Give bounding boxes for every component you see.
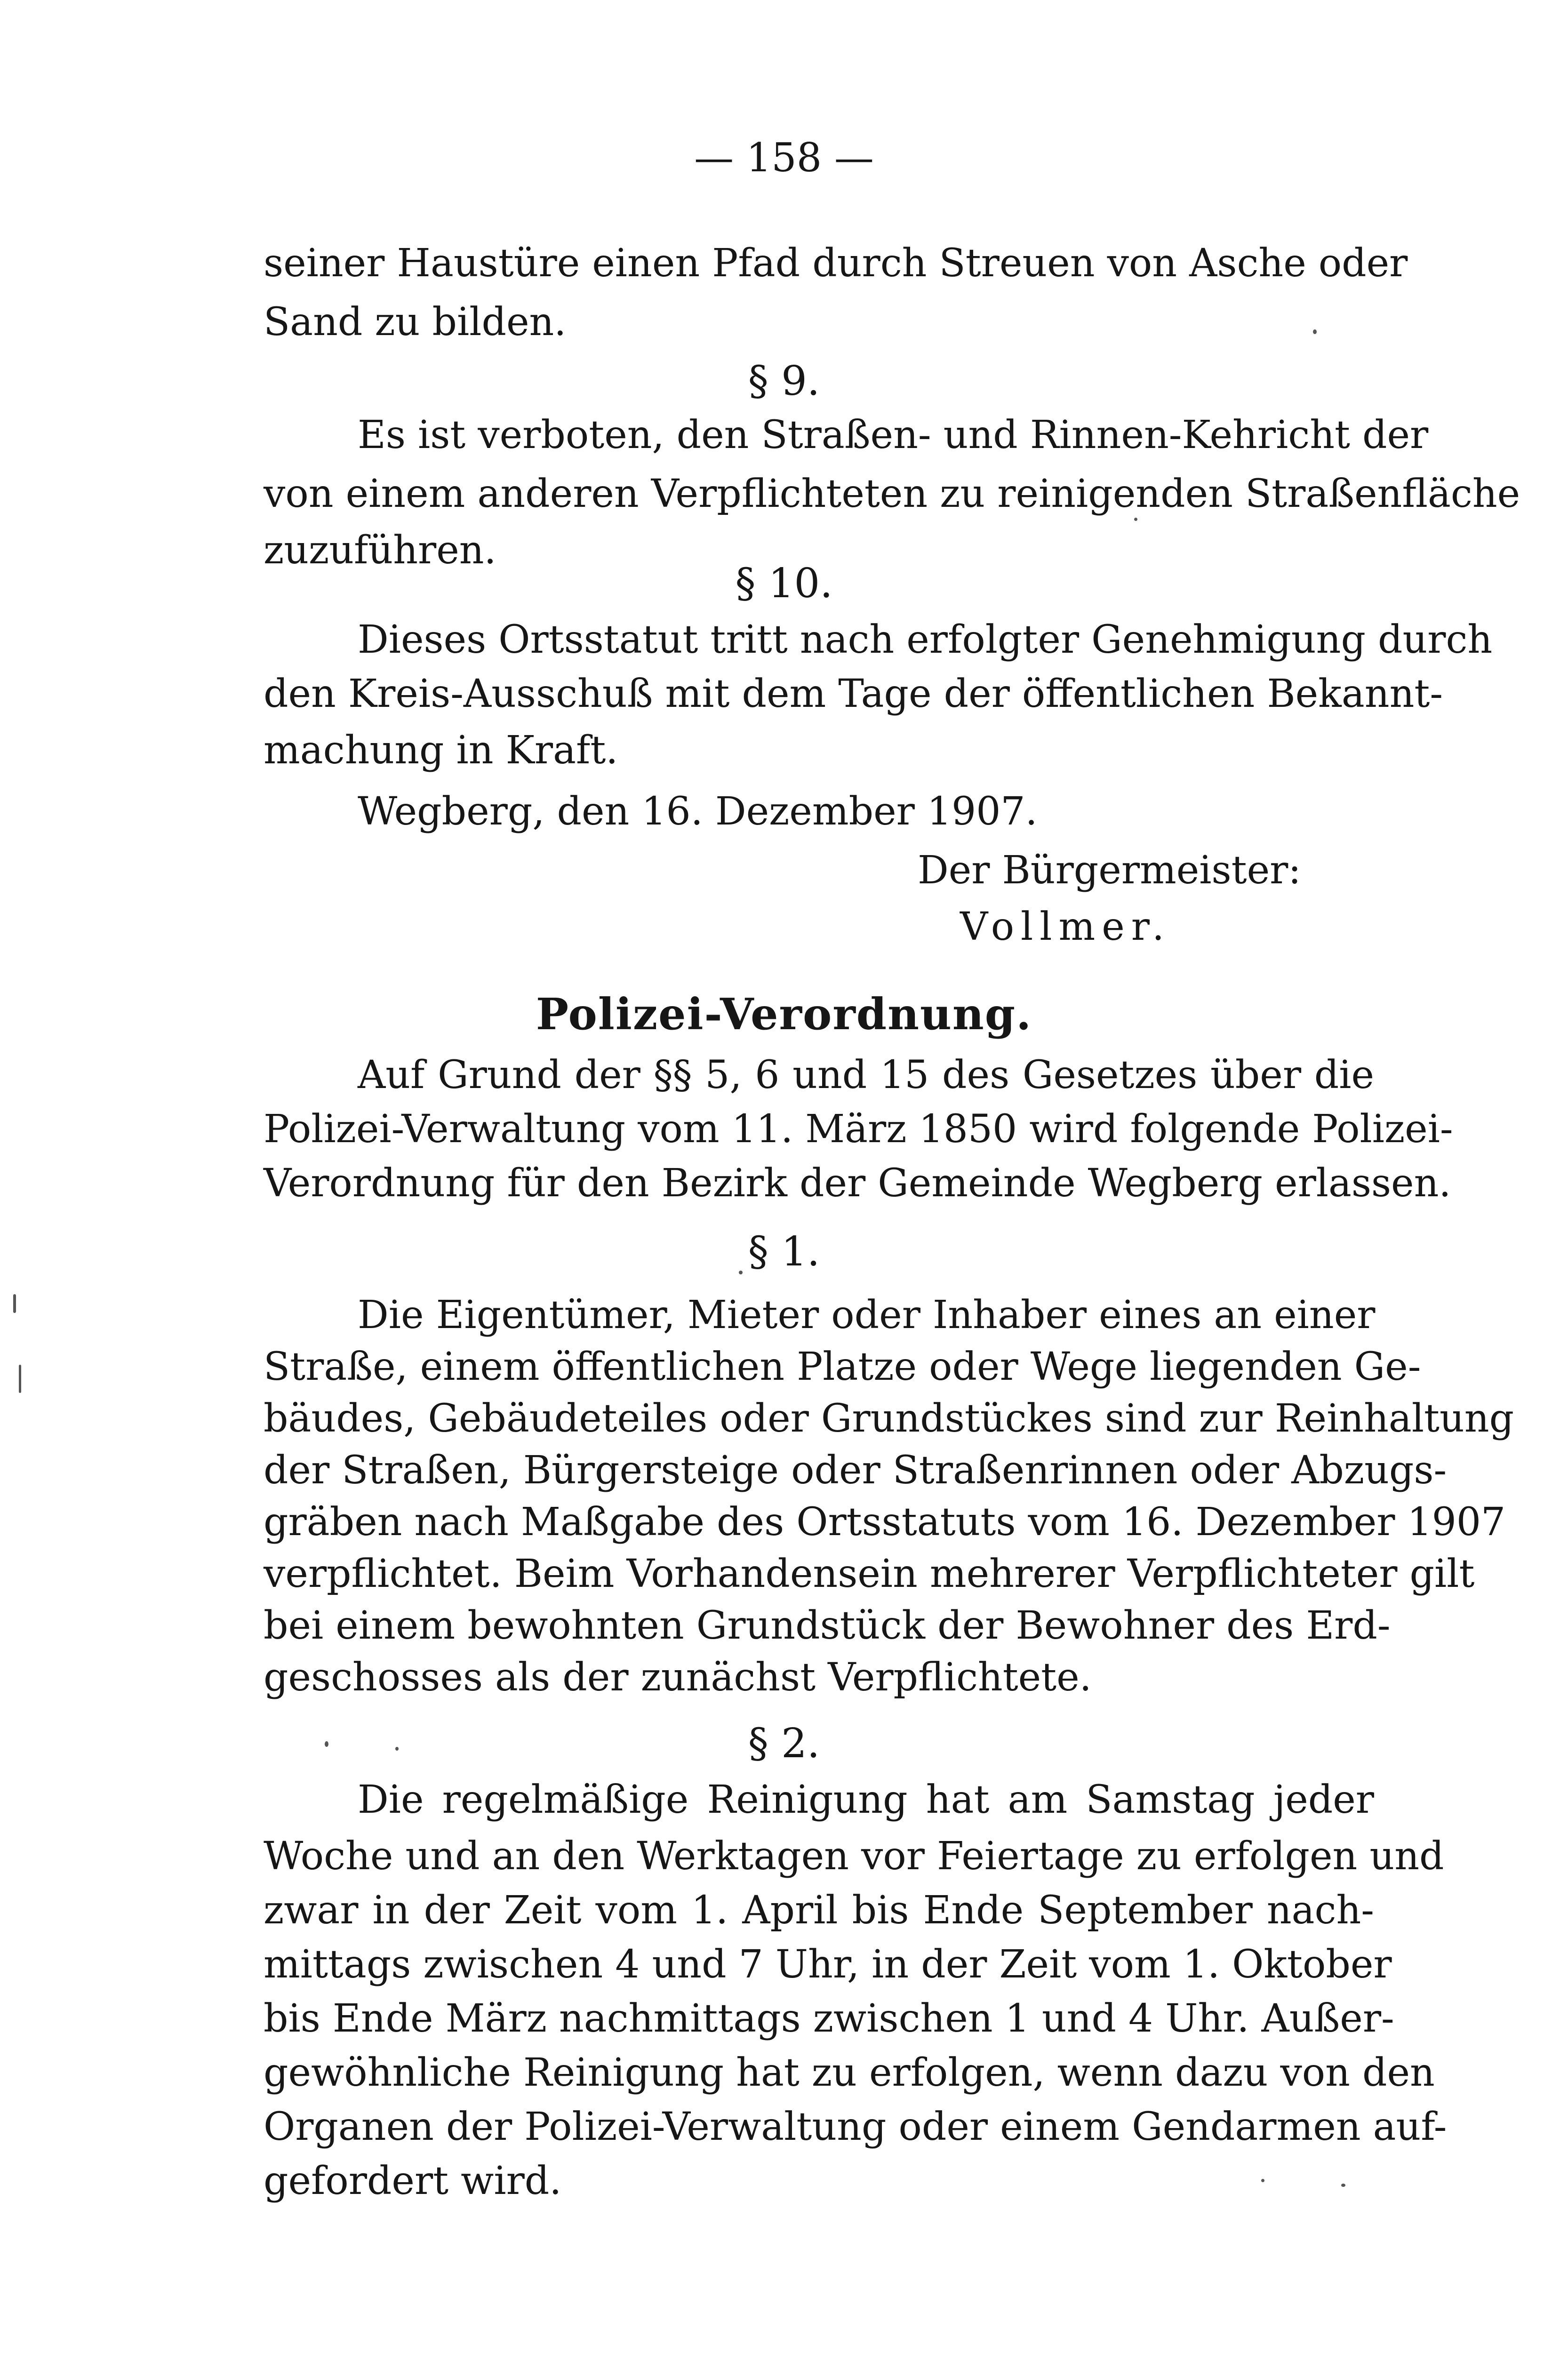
text-line: Es ist verboten, den Straßen- und Rinnen-Kehricht der <box>358 413 1429 457</box>
scan-speck <box>1313 329 1317 334</box>
text-line: Sand zu bilden. <box>264 300 567 344</box>
section-heading: § 2. <box>748 1720 820 1767</box>
text-line: zuzuführen. <box>264 528 496 573</box>
scan-speck <box>325 1741 328 1747</box>
text-line: bei einem bewohnten Grundstück der Bewohner des Erd- <box>264 1603 1391 1648</box>
section-heading: § 9. <box>748 358 820 405</box>
place-date: Wegberg, den 16. Dezember 1907. <box>358 789 1038 834</box>
text-line: Organen der Polizei-Verwaltung oder einem Gendarmen auf- <box>264 2105 1447 2149</box>
text-line: bäudes, Gebäudeteiles oder Grundstückes sind zur Reinhaltung <box>264 1396 1514 1441</box>
scan-speck <box>1261 2179 1264 2182</box>
text-line: geschosses als der zunächst Verpflichtete. <box>264 1655 1092 1700</box>
scan-speck <box>13 1294 16 1313</box>
text-line: von einem anderen Verpflichteten zu reinigenden Straßenfläche <box>264 472 1520 516</box>
text-line: machung in Kraft. <box>264 728 618 773</box>
text-line: zwar in der Zeit vom 1. April bis Ende September nach- <box>264 1888 1374 1933</box>
text-line: Verordnung für den Bezirk der Gemeinde Wegberg erlassen. <box>264 1161 1451 1206</box>
text-line: der Straßen, Bürgersteige oder Straßenrinnen oder Abzugs- <box>264 1448 1447 1493</box>
text-line: seiner Haustüre einen Pfad durch Streuen von Asche oder <box>264 241 1408 286</box>
scan-speck <box>19 1365 21 1393</box>
page-number: — 158 — <box>694 135 874 181</box>
text-line: Straße, einem öffentlichen Platze oder Wege liegenden Ge- <box>264 1345 1421 1389</box>
ordinance-title: Polizei-Verordnung. <box>536 989 1032 1040</box>
text-line: Auf Grund der §§ 5, 6 und 15 des Gesetzes über die <box>358 1053 1374 1097</box>
scan-speck <box>739 1271 743 1274</box>
text-line: Polizei-Verwaltung vom 11. März 1850 wird folgende Polizei- <box>264 1107 1453 1152</box>
scan-speck <box>1341 2184 1345 2187</box>
text-line: Woche und an den Werktagen vor Feiertage zu erfolgen und <box>264 1834 1444 1879</box>
text-line: gräben nach Maßgabe des Ortsstatuts vom 16. Dezember 1907 <box>264 1500 1506 1545</box>
text-line: Dieses Ortsstatut tritt nach erfolgter Genehmigung durch <box>358 617 1493 662</box>
section-heading: § 1. <box>748 1228 820 1275</box>
text-line: den Kreis-Ausschuß mit dem Tage der öffentlichen Bekannt- <box>264 672 1443 716</box>
scan-speck <box>1134 518 1137 521</box>
text-line: bis Ende März nachmittags zwischen 1 und 4 Uhr. Außer- <box>264 1996 1394 2041</box>
scan-speck <box>395 1747 399 1751</box>
text-line: Die Eigentümer, Mieter oder Inhaber eines an einer <box>358 1293 1376 1337</box>
text-line: gewöhnliche Reinigung hat zu erfolgen, wenn dazu von den <box>264 2050 1435 2095</box>
signature-name: Vollmer. <box>960 904 1171 949</box>
section-heading: § 10. <box>735 560 833 607</box>
text-line: Die regelmäßige Reinigung hat am Samstag jeder <box>358 1777 1374 1822</box>
text-line: mittags zwischen 4 und 7 Uhr, in der Zeit vom 1. Oktober <box>264 1942 1392 1987</box>
signature-title: Der Bürgermeister: <box>918 848 1301 893</box>
text-line: verpflichtet. Beim Vorhandensein mehrerer Verpflichteter gilt <box>264 1552 1475 1596</box>
text-line: gefordert wird. <box>264 2159 562 2203</box>
